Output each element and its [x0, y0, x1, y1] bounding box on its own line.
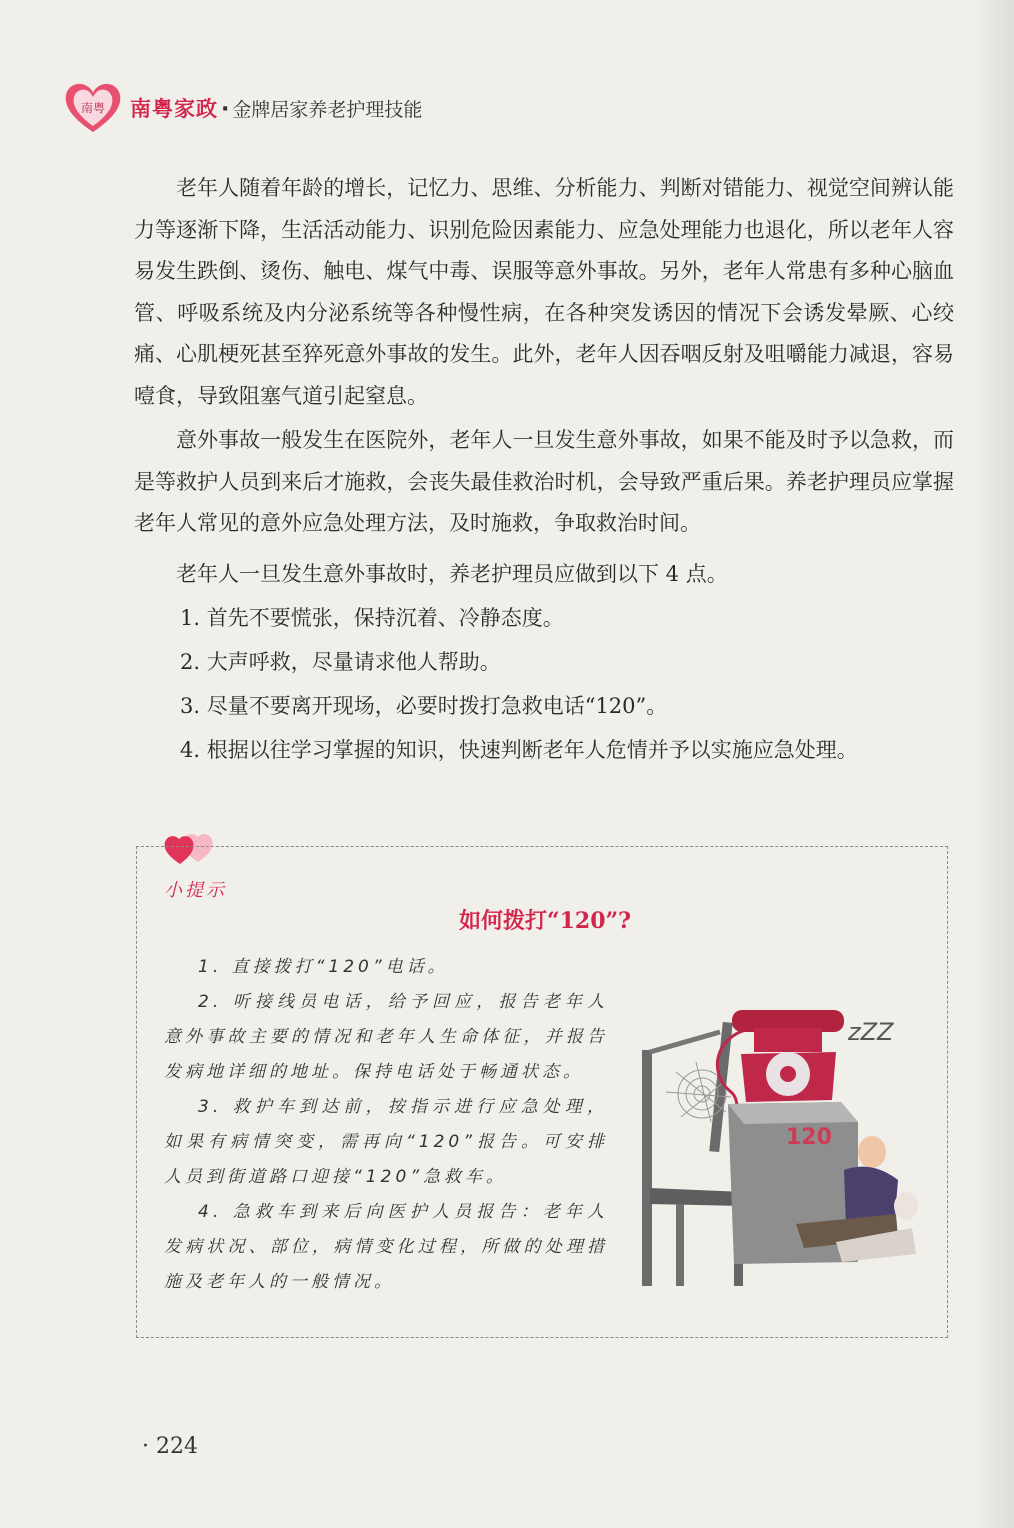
page-number: · 224	[142, 1434, 198, 1459]
tip-label: 小提示	[164, 880, 227, 901]
paragraph-1: 老年人随着年龄的增长，记忆力、思维、分析能力、判断对错能力、视觉空间辨认能力等逐渐下降，生活活动能力、识别危险因素能力、应急处理能力也退化，所以老年人容易发生跌倒、烫伤、触电、煤气中毒、误服等意外事故。另外，老年人常患有多种心脑血管、呼吸系统及内分泌系统等各种慢性病，在各种突发诱因的情况下会诱发晕厥、心绞痛、心肌梗死甚至猝死意外事故的发生。此外，老年人因吞咽反射及咀嚼能力减退，容易噎食，导致阻塞气道引起窒息。	[134, 176, 954, 408]
list-item-4: 4. 根据以往学习掌握的知识，快速判断老年人危情并予以实施应急处理。	[180, 737, 858, 762]
telephone-icon	[732, 1010, 844, 1102]
page-edge-shadow	[974, 0, 1014, 1528]
tip-step-2: 2. 听接线员电话，给予回应，报告老年人意外事故主要的情况和老年人生命体征，并报告发病地详细的地址。保持电话处于畅通状态。	[164, 992, 608, 1082]
tip-title: 如何拨打“120”?	[458, 908, 632, 934]
tip-step-4: 4. 急救车到来后向医护人员报告：老年人发病状况、部位，病情变化过程，所做的处理措施及老年人的一般情况。	[164, 1202, 608, 1292]
logo-text: 南粤	[80, 101, 106, 115]
list-item-3: 3. 尽量不要离开现场，必要时拨打急救电话“120”。	[180, 693, 668, 718]
paragraph-3: 老年人一旦发生意外事故时，养老护理员应做到以下 4 点。	[176, 561, 728, 586]
body-text	[134, 168, 954, 772]
chair-icon	[642, 1022, 744, 1286]
list-item-1: 1. 首先不要慌张，保持沉着、冷静态度。	[180, 605, 564, 630]
tip-step-1: 1. 直接拨打“120”电话。	[198, 957, 449, 977]
brand-line	[130, 93, 422, 123]
book-title: 金牌居家养老护理技能	[232, 99, 423, 121]
paragraph-2: 意外事故一般发生在医院外，老年人一旦发生意外事故，如果不能及时予以急救，而是等救护人员到来后才施救，会丧失最佳救治时机，会导致严重后果。养老护理员应掌握老年人常见的意外应急处理方法，及时施救，争取救治时间。	[134, 428, 954, 535]
snore-text: zZZ	[848, 1018, 894, 1046]
list-item-2: 2. 大声呼救，尽量请求他人帮助。	[180, 649, 501, 674]
tip-steps	[164, 950, 608, 1300]
emergency-call-illustration	[636, 992, 932, 1286]
tip-step-3: 3. 救护车到达前，按指示进行应急处理，如果有病情突变，需再向“120”报告。可安排人员到街道路口迎接“120”急救车。	[164, 1097, 608, 1187]
brand-separator: ·	[221, 97, 230, 122]
pedestal-number: 120	[786, 1125, 832, 1150]
heart-logo-icon	[62, 78, 124, 136]
brand-name: 南粤家政	[130, 97, 218, 121]
